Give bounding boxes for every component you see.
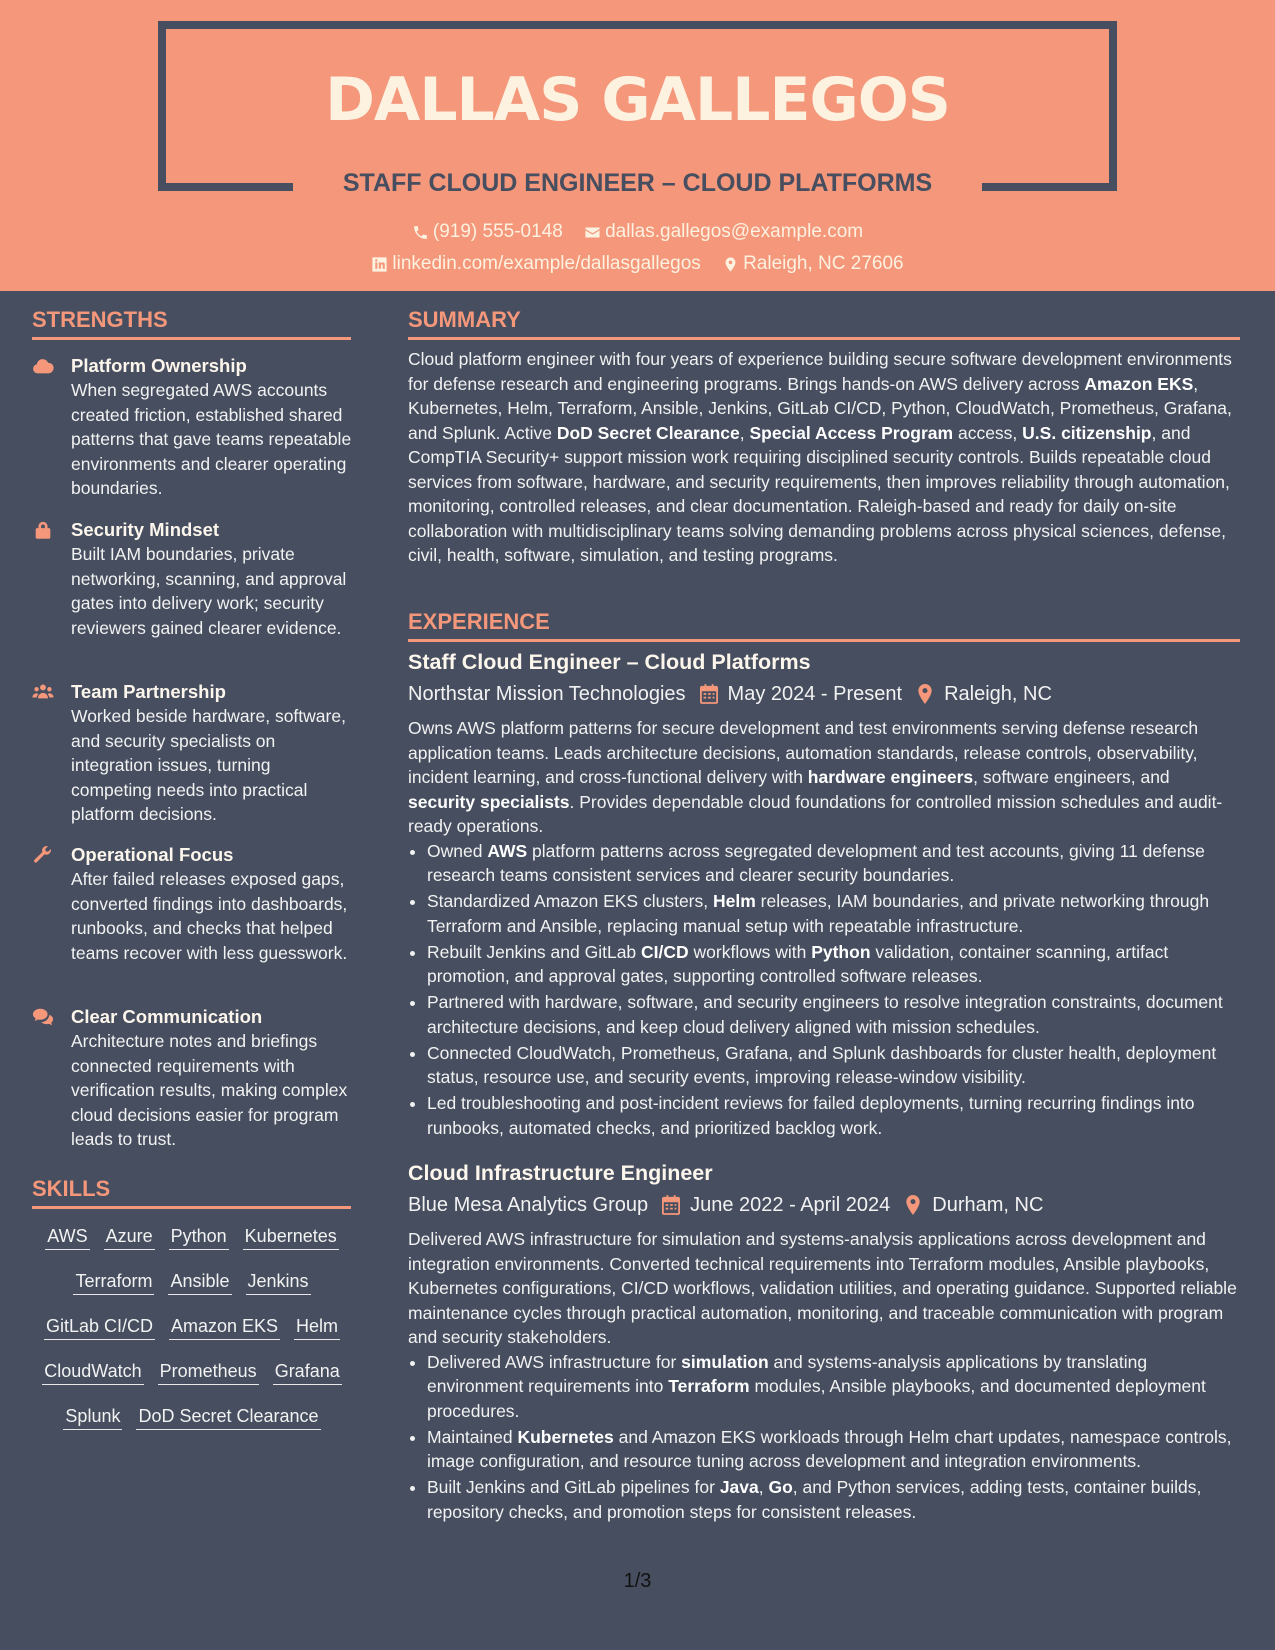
calendar-icon xyxy=(662,1195,680,1215)
contact-row-2 xyxy=(0,251,1275,281)
job-title: STAFF CLOUD ENGINEER – CLOUD PLATFORMS xyxy=(342,169,933,197)
envelope-icon xyxy=(584,224,601,241)
bullet: • Led troubleshooting and post-incident reviews for failed deployments, turning recurring findings into runbooks, automated checks, and prioritized backlog work. xyxy=(427,1091,1238,1140)
bullet: • Standardized Amazon EKS clusters, Helm releases, IAM boundaries, and private networking through Terraform and Ansible, replacing manual setup with repeatable infrastructure. xyxy=(427,889,1238,938)
phone-text: (919) 555-0148 xyxy=(432,221,563,242)
email-text[interactable]: dallas.gallegos@example.com xyxy=(605,221,864,242)
job-description xyxy=(408,716,1238,1142)
skills-rule xyxy=(32,1206,351,1209)
title-frame xyxy=(158,21,1117,29)
desc-part: , software engineers, and xyxy=(973,767,1170,787)
skills-heading: SKILLS xyxy=(32,1176,111,1201)
skill-tag: Terraform xyxy=(73,1269,154,1295)
desc-part: . Provides dependable cloud foundations for controlled mission schedules and audit-ready operations. xyxy=(408,791,1223,836)
skill-tag: GitLab CI/CD xyxy=(44,1314,155,1340)
skill-tag: Prometheus xyxy=(158,1359,259,1385)
linkedin-text[interactable]: linkedin.com/example/dallasgallegos xyxy=(392,253,701,274)
summary-part: Cloud platform engineer with four years of experience building secure software development environments for defense research and engineering programs. Brings hands-on AWS delivery across xyxy=(408,349,1232,394)
strength-title: Team Partnership xyxy=(71,681,226,702)
skill-tag: Grafana xyxy=(273,1359,342,1385)
bullet: • Connected CloudWatch, Prometheus, Grafana, and Splunk dashboards for cluster health, deployment status, resource use, and security events, improving release-window visibility. xyxy=(427,1041,1238,1090)
job-location: Durham, NC xyxy=(932,1194,1044,1216)
desc-bold: security specialists xyxy=(408,791,570,812)
linkedin-icon xyxy=(371,256,388,273)
comments-icon xyxy=(32,1007,56,1027)
job-dates: May 2024 - Present xyxy=(727,683,903,705)
strength-text: When segregated AWS accounts created friction, established shared patterns that gave teams repeatable environments and clearer operating boundaries. xyxy=(71,380,352,498)
strengths-rule xyxy=(32,337,351,340)
strengths-heading: STRENGTHS xyxy=(32,307,168,332)
job-company: Blue Mesa Analytics Group xyxy=(408,1194,649,1216)
map-marker-icon xyxy=(904,1195,922,1215)
job-role: Staff Cloud Engineer – Cloud Platforms xyxy=(408,650,811,674)
skill-tag: Ansible xyxy=(168,1269,231,1295)
job-description xyxy=(408,1227,1238,1526)
calendar-icon xyxy=(700,684,718,704)
bullet: • Owned AWS platform patterns across segregated development and test accounts, giving 11 defense research teams consistent services and clearer security boundaries. xyxy=(427,839,1238,888)
job-dates: June 2022 - April 2024 xyxy=(690,1194,891,1216)
map-marker-icon xyxy=(722,256,739,273)
bullet: • Delivered AWS infrastructure for simulation and systems-analysis applications by translating environment requirements into Terraform modules, Ansible playbooks, and documented deployment procedures. xyxy=(427,1350,1238,1424)
job-meta xyxy=(408,1191,1043,1219)
summary-bold: U.S. citizenship xyxy=(1022,422,1152,443)
desc-part: Delivered AWS infrastructure for simulation and systems-analysis applications across development and integration environments. Converted technical requirements into Terraform modules, Ansible playbooks, Kubernetes configurations, CI/CD workflows, validation utilities, and operating guidance. Supported reliable maintenance cycles through practical automation, monitoring, and traceable communication with program and security stakeholders. xyxy=(408,1229,1237,1347)
summary-bold: Amazon EKS xyxy=(1084,373,1194,394)
strength-text: Built IAM boundaries, private networking, scanning, and approval gates into delivery work; security reviewers gained clearer evidence. xyxy=(71,544,347,638)
skills-list xyxy=(32,1215,352,1440)
phone-icon xyxy=(412,224,429,241)
experience-rule xyxy=(408,639,1240,642)
skill-tag: AWS xyxy=(45,1224,89,1250)
email[interactable] xyxy=(584,219,863,245)
strength-text: After failed releases exposed gaps, converted findings into dashboards, runbooks, and checks that helped teams recover with less guesswork. xyxy=(71,869,348,963)
skill-tag: Kubernetes xyxy=(243,1224,339,1250)
summary-part: , Kubernetes, Helm, Terraform, Ansible, Jenkins, GitLab CI/CD, Python, CloudWatch, Prometheus, Grafana, and Splunk. Active xyxy=(408,373,1232,443)
job-meta xyxy=(408,680,1052,708)
cloud-icon xyxy=(32,356,56,376)
strength-title: Platform Ownership xyxy=(71,355,247,376)
desc-part: Owns AWS platform patterns for secure development and test environments serving defense research application teams. Leads architecture decisions, automation standards, release controls, observability, incident learning, and cross-functional delivery with xyxy=(408,718,1199,787)
skill-tag: Jenkins xyxy=(246,1269,311,1295)
job-location: Raleigh, NC xyxy=(944,683,1052,705)
skill-tag: Amazon EKS xyxy=(169,1314,280,1340)
summary-part: , and CompTIA Security+ support mission work requiring disciplined security controls. Builds repeatable cloud services from software, hardware, and security requirements, then improves reliability through automation, monitoring, controlled releases, and clear documentation. Raleigh-based and ready for daily on-site collaboration with multidisciplinary teams solving demanding problems across physical sciences, defense, civil, health, software, simulation, and testing programs. xyxy=(408,422,1230,565)
skill-tag: Helm xyxy=(294,1314,340,1340)
skill-tag: Python xyxy=(169,1224,229,1250)
strength-title: Clear Communication xyxy=(71,1006,263,1027)
summary-bold: Special Access Program xyxy=(749,422,954,443)
location xyxy=(722,251,904,277)
strength-text: Architecture notes and briefings connected requirements with verification results, making complex cloud decisions easier for program leads to trust. xyxy=(71,1031,348,1149)
wrench-icon xyxy=(32,845,56,865)
bullet: • Built Jenkins and GitLab pipelines for Java, Go, and Python services, adding tests, container builds, repository checks, and promotion steps for consistent releases. xyxy=(427,1475,1238,1524)
bullet: • Rebuilt Jenkins and GitLab CI/CD workflows with Python validation, container scanning, artifact promotion, and approval gates, supporting controlled software releases. xyxy=(427,940,1238,989)
desc-bold: hardware engineers xyxy=(807,767,974,787)
job-bullets xyxy=(408,1350,1238,1525)
job-bullets xyxy=(408,839,1238,1141)
bullet: • Partnered with hardware, software, and security engineers to resolve integration constraints, document architecture decisions, and keep cloud delivery aligned with mission schedules. xyxy=(427,990,1238,1039)
summary-bold: DoD Secret Clearance xyxy=(556,422,740,443)
job-company: Northstar Mission Technologies xyxy=(408,683,686,705)
contact-row-1 xyxy=(0,219,1275,249)
job-role: Cloud Infrastructure Engineer xyxy=(408,1161,713,1185)
summary-text xyxy=(408,347,1238,568)
skill-tag: Azure xyxy=(104,1224,155,1250)
strength-title: Operational Focus xyxy=(71,844,234,865)
map-marker-icon xyxy=(916,684,934,704)
summary-part: access, xyxy=(953,422,1023,443)
skill-tag: Splunk xyxy=(63,1404,122,1430)
experience-heading: EXPERIENCE xyxy=(408,609,550,634)
phone xyxy=(412,219,563,245)
linkedin[interactable] xyxy=(371,251,700,277)
bullet: • Maintained Kubernetes and Amazon EKS workloads through Helm chart updates, namespace controls, image configuration, and resource tuning across development and integration environments. xyxy=(427,1425,1238,1474)
candidate-name: DALLAS GALLEGOS xyxy=(325,65,950,135)
summary-rule xyxy=(408,337,1240,340)
strength-title: Security Mindset xyxy=(71,519,220,540)
location-text: Raleigh, NC 27606 xyxy=(743,253,904,274)
summary-part: , xyxy=(739,422,750,443)
skill-tag: DoD Secret Clearance xyxy=(136,1404,320,1430)
lock-icon xyxy=(32,520,56,540)
strength-text: Worked beside hardware, software, and security specialists on integration issues, turning competing needs into practical platform decisions. xyxy=(71,706,346,824)
skill-tag: CloudWatch xyxy=(42,1359,143,1385)
page-indicator: 1/3 xyxy=(623,1570,652,1592)
summary-heading: SUMMARY xyxy=(408,307,521,332)
users-icon xyxy=(32,682,56,702)
